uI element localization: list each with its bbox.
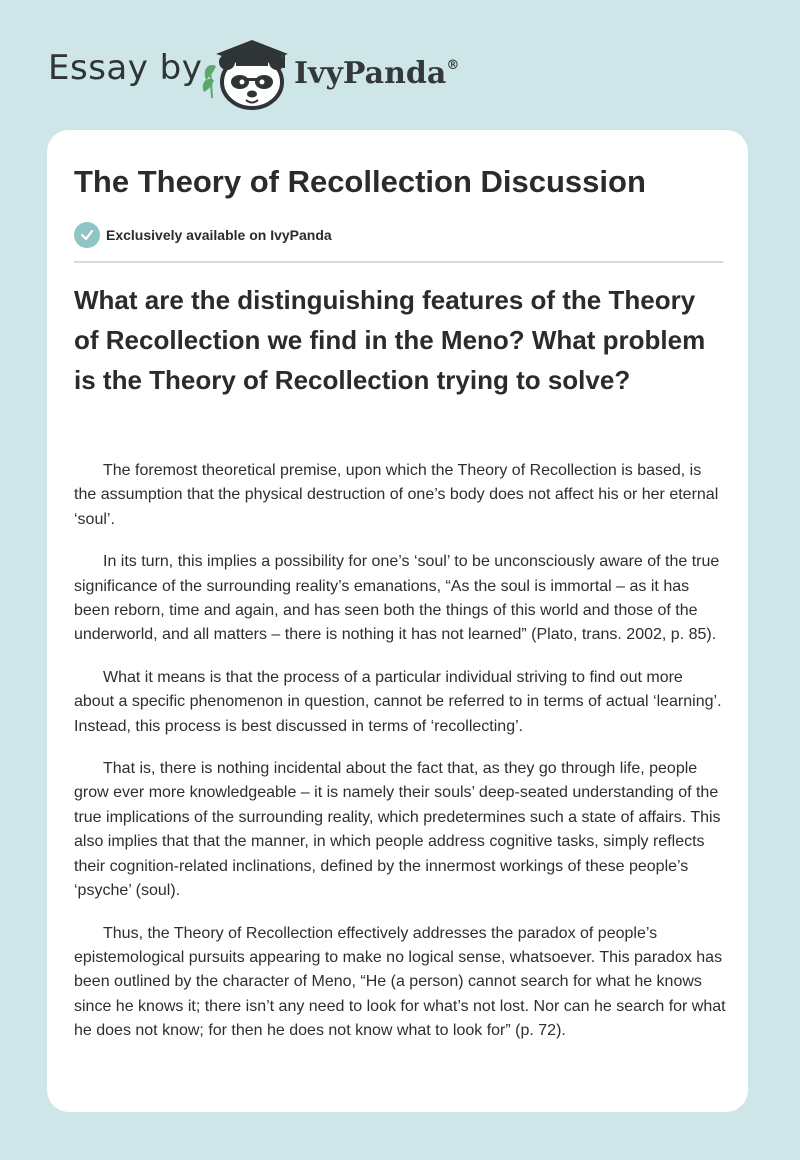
section-heading: What are the distinguishing features of the Theory of Recollection we find in the Meno? What problem is the Theory of Recollection trying to solve? bbox=[74, 285, 706, 395]
paragraph: The foremost theoretical premise, upon which the Theory of Recollection is based, is the assumption that the physical destruction of one’s body does not affect his or her eternal ‘soul’. bbox=[74, 462, 719, 528]
divider bbox=[74, 261, 723, 263]
paragraph: What it means is that the process of a particular individual striving to find out more about a specific phenomenon in question, cannot be referred to in terms of actual ‘learning’. Instead, this process is best discussed in terms of ‘recollecting’. bbox=[74, 668, 722, 735]
panda-graduation-cap-icon bbox=[200, 36, 292, 112]
checkmark-icon bbox=[74, 222, 100, 248]
exclusive-badge bbox=[74, 222, 332, 248]
paragraph: Thus, the Theory of Recollection effectively addresses the paradox of people’s epistemological pursuits appearing to make no logical sense, whatsoever. This paradox has been outlined by the character of Meno, “He (a person) cannot search for what he knows since he knows it; there isn’t any need to look for what’s not lost. Nor can he search for what he does not know; for then he does not know what to look for” (p. 72). bbox=[74, 924, 726, 1040]
paragraph: That is, there is nothing incidental about the fact that, as they go through life, people grow ever more knowledgeable – it is namely their souls’ deep-seated understanding of the true implications of the surrounding reality, which predetermines such a state of affairs. This also implies that that the manner, in which people address cognitive tasks, simply reflects their cognition-related inclinations, defined by the innermost workings of these people’s ‘psyche’ (soul). bbox=[74, 760, 721, 900]
site-header bbox=[0, 0, 800, 130]
essay-body bbox=[74, 459, 726, 1062]
essay-card bbox=[47, 130, 748, 1112]
paragraph: In its turn, this implies a possibility for one’s ‘soul’ to be unconsciously aware of the true significance of the surrounding reality’s emanations, “As the soul is immortal – as it has been reborn, time and again, and has seen both the things of this world and those of the underworld, and all matters – there is nothing it has not learned” (Plato, trans. 2002, p. 85). bbox=[74, 553, 720, 644]
registered-mark: ® bbox=[446, 58, 460, 73]
essay-by-label: Essay by bbox=[48, 48, 203, 88]
exclusive-badge-label: Exclusively available on IvyPanda bbox=[106, 227, 332, 243]
page-title: The Theory of Recollection Discussion bbox=[74, 164, 646, 199]
brand-name[interactable]: IvyPanda® bbox=[294, 56, 460, 91]
